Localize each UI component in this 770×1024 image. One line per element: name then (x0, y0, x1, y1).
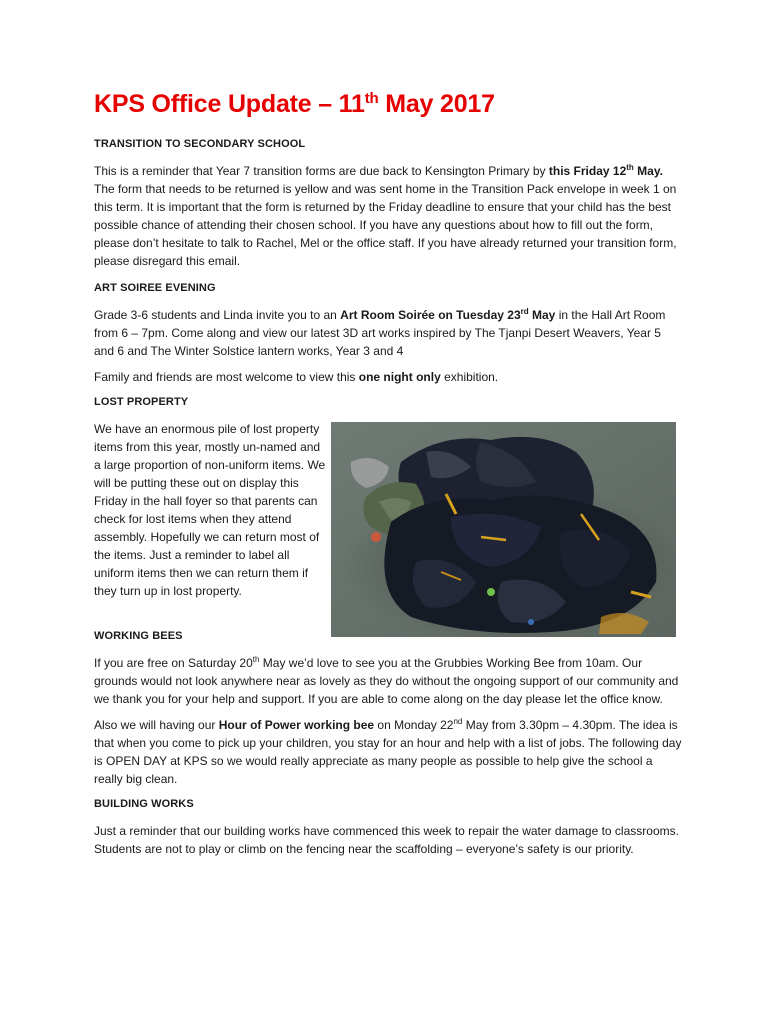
section-heading-art: ART SOIREE EVENING (94, 282, 216, 294)
section-heading-working-bees: WORKING BEES (94, 630, 183, 642)
section-heading-building-works: BUILDING WORKS (94, 798, 194, 810)
newsletter-page (94, 88, 684, 866)
lost-property-photo (331, 422, 676, 637)
art-paragraph-1: Grade 3-6 students and Linda invite you to an Art Room Soirée on Tuesday 23rd May in the Hall Art Room from 6 – 7pm. Come along and view our latest 3D art works inspired by The Tjanpi Desert Weavers, Year 5 and 6 and The Winter Solstice lantern works, Year 3 and 4 (94, 307, 666, 358)
transition-paragraph: This is a reminder that Year 7 transition forms are due back to Kensington Primary by this Friday 12th May. The form that needs to be returned is yellow and was sent home in the Transition Pack envelope in week 1 on this term. It is important that the form is returned by the Friday deadline to ensure that your child has the best possible chance of attending their chosen school. If you have any questions about how to fill out the form, please don’t hesitate to talk to Rachel, Mel or the office staff. If you have already returned your transition form, please disregard this email. (94, 163, 677, 268)
art-paragraph-2: Family and friends are most welcome to view this one night only exhibition. (94, 370, 499, 384)
bees-paragraph-2: Also we will having our Hour of Power working bee on Monday 22nd May from 3.30pm – 4.30pm. The idea is that when you come to pick up your children, you stay for an hour and help with a list of jobs. The following day is OPEN DAY at KPS so we would really appreciate as many people as possible to help give the school a really big clean. (94, 717, 682, 786)
page-title: KPS Office Update – 11th May 2017 (94, 90, 495, 118)
lost-property-paragraph: We have an enormous pile of lost property items from this year, mostly un-named and a large proportion of non-uniform items. We will be putting these out on display this Friday in the hall foyer so that parents can check for lost items when they attend assembly. Hopefully we can return most of the items. Just a reminder to label all uniform items then we can return them if they turn up in lost property. (94, 422, 326, 598)
lost-property-block (94, 420, 684, 616)
bees-paragraph-1: If you are free on Saturday 20th May we’d love to see you at the Grubbies Working Bee from 10am. Our grounds would not look anywhere near as lovely as they do without the ongoing support of our community and we thank you for your help and support. If you are able to come along on the day please let the office know. (94, 655, 679, 706)
building-paragraph: Just a reminder that our building works have commenced this week to repair the water damage to classrooms. Students are not to play or climb on the fencing near the scaffolding – everyone’s safety is our priority. (94, 824, 679, 856)
section-heading-transition: TRANSITION TO SECONDARY SCHOOL (94, 138, 306, 150)
section-heading-lost-property: LOST PROPERTY (94, 396, 189, 408)
